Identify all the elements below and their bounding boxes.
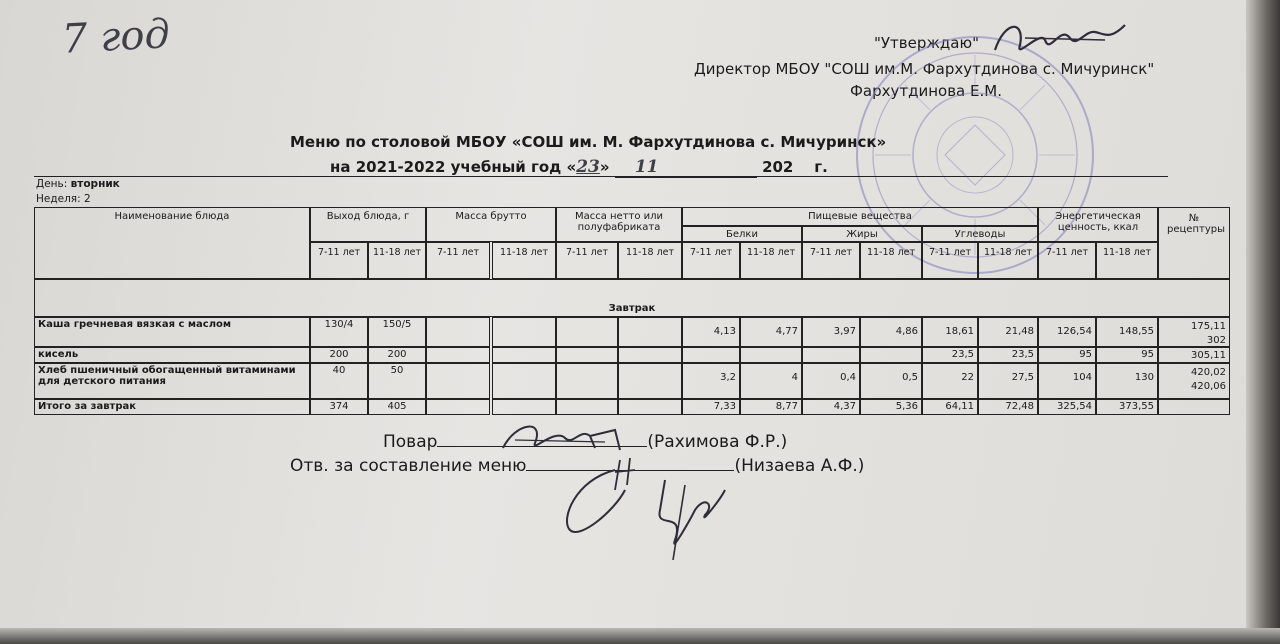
header-age-7: 11-18 лет — [740, 242, 802, 279]
row-cell-gross_a — [426, 317, 490, 347]
row-recipe — [1158, 317, 1230, 347]
header-net: Масса нетто или полуфабриката — [556, 207, 682, 242]
menu-responsible-name: (Низаева А.Ф.) — [734, 456, 865, 476]
row-cell-net_a — [556, 363, 618, 399]
day-label: День: — [36, 178, 68, 190]
approval-label: "Утверждаю" — [874, 34, 979, 52]
row-cell-e_b: 148,55 — [1096, 317, 1158, 347]
background-surface — [0, 628, 1280, 644]
year-label: 202 — [762, 158, 794, 176]
row-cell-gross_b — [492, 363, 556, 399]
row-cell-p_b: 4,77 — [740, 317, 802, 347]
row-cell-net_a — [556, 399, 618, 415]
row-cell-net_a — [556, 317, 618, 347]
row-cell-c_a: 18,61 — [922, 317, 978, 347]
day-line — [36, 178, 120, 190]
row-cell-gross_b — [492, 347, 556, 363]
recipe-number-2: 302 — [1206, 335, 1226, 346]
row-cell-p_b: 8,77 — [740, 399, 802, 415]
director-signature — [985, 10, 1135, 70]
header-proteins: Белки — [682, 226, 802, 242]
row-cell-out_b: 405 — [368, 399, 426, 415]
row-cell-gross_b — [492, 399, 556, 415]
header-dish: Наименование блюда — [34, 207, 310, 279]
day-value: вторник — [70, 178, 120, 190]
year-suffix: г. — [814, 158, 828, 176]
header-energy: Энергетическая ценность, ккал — [1038, 207, 1158, 242]
header-age-10: 7-11 лет — [922, 242, 978, 279]
row-cell-out_a: 200 — [310, 347, 368, 363]
row-cell-c_a: 22 — [922, 363, 978, 399]
week-value: 2 — [83, 193, 91, 205]
header-age-6: 7-11 лет — [682, 242, 740, 279]
section-breakfast: Завтрак — [34, 301, 1230, 317]
row-cell-e_a: 126,54 — [1038, 317, 1096, 347]
menu-title: Меню по столовой МБОУ «СОШ им. М. Фархутдинова с. Мичуринск» — [290, 133, 887, 151]
week-label: Неделя: — [36, 193, 81, 205]
row-cell-p_b — [740, 347, 802, 363]
row-cell-net_a — [556, 347, 618, 363]
header-output: Выход блюда, г — [310, 207, 426, 242]
row-cell-c_b: 72,48 — [978, 399, 1038, 415]
recipe-number: 420,02 — [1191, 367, 1226, 378]
date-month: 11 — [615, 157, 757, 178]
row-cell-e_b: 373,55 — [1096, 399, 1158, 415]
row-cell-c_a: 23,5 — [922, 347, 978, 363]
header-age-3: 11-18 лет — [492, 242, 556, 279]
row-recipe — [1158, 399, 1230, 415]
cook-name: (Рахимова Ф.Р.) — [647, 432, 788, 452]
row-dish-name: Каша гречневая вязкая с маслом — [34, 317, 310, 347]
header-gross: Масса брутто — [426, 207, 556, 242]
header-age-13: 11-18 лет — [1096, 242, 1158, 279]
header-fats: Жиры — [802, 226, 922, 242]
row-cell-c_a: 64,11 — [922, 399, 978, 415]
title-underline — [34, 176, 1168, 177]
row-cell-f_a: 4,37 — [802, 399, 860, 415]
row-cell-e_a: 104 — [1038, 363, 1096, 399]
row-dish-name: Хлеб пшеничный обогащенный витаминами для детского питания — [34, 363, 310, 399]
header-age-11: 11-18 лет — [978, 242, 1038, 279]
school-year-prefix: на 2021-2022 учебный год « — [330, 158, 577, 176]
row-cell-net_b — [618, 317, 682, 347]
header-carbs: Углеводы — [922, 226, 1038, 242]
row-cell-p_a: 7,33 — [682, 399, 740, 415]
date-day: 23 — [576, 157, 600, 177]
row-cell-c_b: 21,48 — [978, 317, 1038, 347]
row-cell-f_b: 0,5 — [860, 363, 922, 399]
director-name: Фархутдинова Е.М. — [850, 82, 1002, 100]
recipe-number-2: 420,06 — [1191, 381, 1226, 392]
header-age-4: 7-11 лет — [556, 242, 618, 279]
menu-responsible-label: Отв. за составление меню — [290, 456, 527, 476]
menu-signature — [555, 450, 755, 570]
row-cell-gross_a — [426, 399, 490, 415]
row-recipe — [1158, 347, 1230, 363]
school-year-line — [330, 157, 828, 178]
row-cell-c_b: 27,5 — [978, 363, 1038, 399]
school-year-mid: » — [599, 158, 610, 176]
header-age-9: 11-18 лет — [860, 242, 922, 279]
row-cell-p_a: 3,2 — [682, 363, 740, 399]
header-age-5: 11-18 лет — [618, 242, 682, 279]
row-cell-f_a: 0,4 — [802, 363, 860, 399]
header-age-12: 7-11 лет — [1038, 242, 1096, 279]
row-cell-p_a — [682, 347, 740, 363]
header-recipe: № рецептуры — [1158, 207, 1230, 279]
row-cell-f_a — [802, 347, 860, 363]
spacer-row — [34, 279, 1230, 301]
row-cell-out_b: 50 — [368, 363, 426, 399]
row-cell-net_b — [618, 399, 682, 415]
row-cell-out_a: 130/4 — [310, 317, 368, 347]
row-cell-f_b: 5,36 — [860, 399, 922, 415]
paper-edge — [1246, 0, 1280, 644]
cook-label: Повар — [383, 432, 438, 452]
header-age-8: 7-11 лет — [802, 242, 860, 279]
row-cell-out_a: 374 — [310, 399, 368, 415]
row-cell-out_a: 40 — [310, 363, 368, 399]
row-cell-out_b: 150/5 — [368, 317, 426, 347]
director-line: Директор МБОУ "СОШ им.М. Фархутдинова с. Мичуринск" — [694, 60, 1155, 78]
header-age-2: 7-11 лет — [426, 242, 490, 279]
row-cell-net_b — [618, 363, 682, 399]
row-cell-e_a: 325,54 — [1038, 399, 1096, 415]
row-cell-gross_a — [426, 347, 490, 363]
row-cell-f_b: 4,86 — [860, 317, 922, 347]
row-cell-p_b: 4 — [740, 363, 802, 399]
recipe-number: 175,11 — [1191, 321, 1226, 332]
week-line — [36, 193, 91, 205]
header-age-0: 7-11 лет — [310, 242, 368, 279]
row-cell-e_b: 130 — [1096, 363, 1158, 399]
row-cell-f_b — [860, 347, 922, 363]
row-cell-f_a: 3,97 — [802, 317, 860, 347]
recipe-number: 305,11 — [1191, 350, 1226, 361]
row-cell-e_a: 95 — [1038, 347, 1096, 363]
handwritten-note: 7 год — [60, 11, 171, 63]
header-age-1: 11-18 лет — [368, 242, 426, 279]
row-recipe — [1158, 363, 1230, 399]
row-cell-gross_b — [492, 317, 556, 347]
header-nutrients: Пищевые вещества — [682, 207, 1038, 226]
row-cell-e_b: 95 — [1096, 347, 1158, 363]
row-cell-out_b: 200 — [368, 347, 426, 363]
row-cell-c_b: 23,5 — [978, 347, 1038, 363]
row-cell-net_b — [618, 347, 682, 363]
row-dish-name: Итого за завтрак — [34, 399, 310, 415]
row-cell-gross_a — [426, 363, 490, 399]
row-cell-p_a: 4,13 — [682, 317, 740, 347]
row-dish-name: кисель — [34, 347, 310, 363]
